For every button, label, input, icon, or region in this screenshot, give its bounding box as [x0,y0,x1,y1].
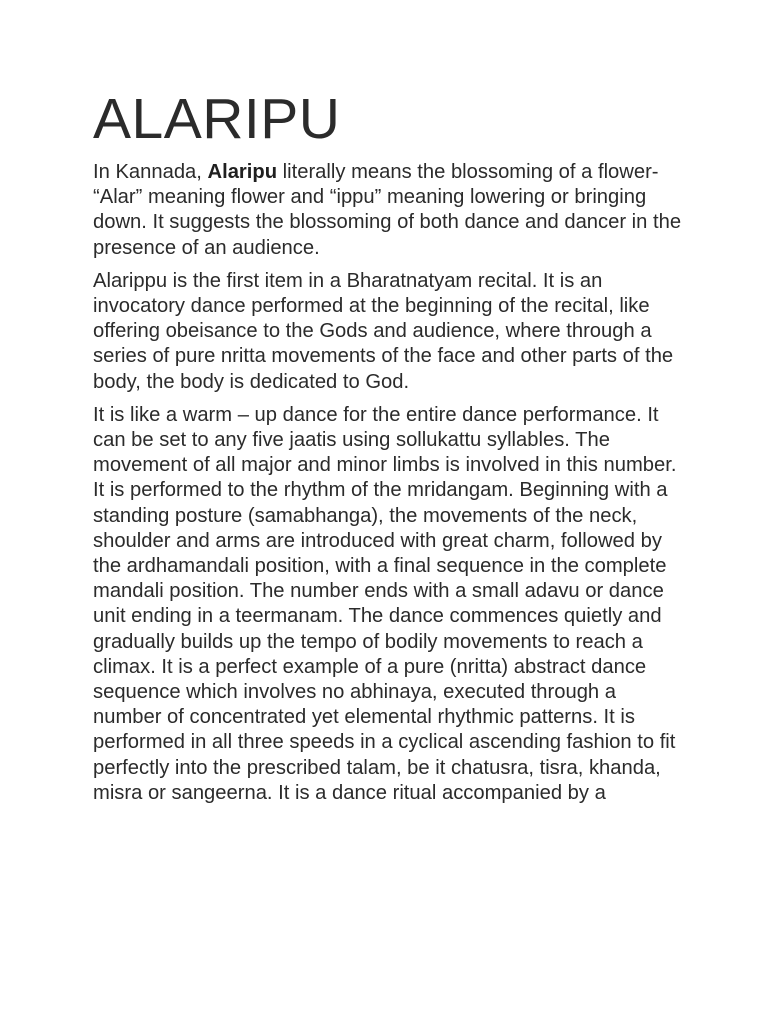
paragraph-warm-up: It is like a warm – up dance for the entire dance performance. It can be set to any five jaatis using sollukattu syllables. The movement of all major and minor limbs is involved in this number. It is performed to the rhythm of the mridangam. Beginning with a standing posture (samabhanga), the movements of the neck, shoulder and arms are introduced with great charm, followed by the ardhamandali position, with a final sequence in the complete mandali position. The number ends with a small adavu or dance unit ending in a teermanam. The dance commences quietly and gradually builds up the tempo of bodily movements to reach a climax. It is a perfect example of a pure (nritta) abstract dance sequence which involves no abhinaya, executed through a number of concentrated yet elemental rhythmic patterns. It is performed in all three speeds in a cyclical ascending fashion to fit perfectly into the prescribed talam, be it chatusra, tisra, khanda, misra or sangeerna. It is a dance ritual accompanied by a [93,403,677,804]
document-body [93,84,683,814]
page-title: ALARIPU [93,87,341,151]
paragraph-intro-text: literally means the blossoming of a flower- “Alar” meaning flower and “ippu” meaning lowering or bringing down. It suggests the blossoming of both dance and dancer in the presence of an audience. [93,161,682,259]
paragraph-intro [93,160,683,261]
paragraph-intro-lead: In Kannada, [93,161,208,183]
paragraph-intro-term: Alaripu [207,161,278,183]
paragraph-first-item: Alarippu is the first item in a Bharatnatyam recital. It is an invocatory dance performed at the beginning of the recital, like offering obeisance to the Gods and audience, where through a series of pure nritta movements of the face and other parts of the body, the body is dedicated to God. [93,269,674,393]
